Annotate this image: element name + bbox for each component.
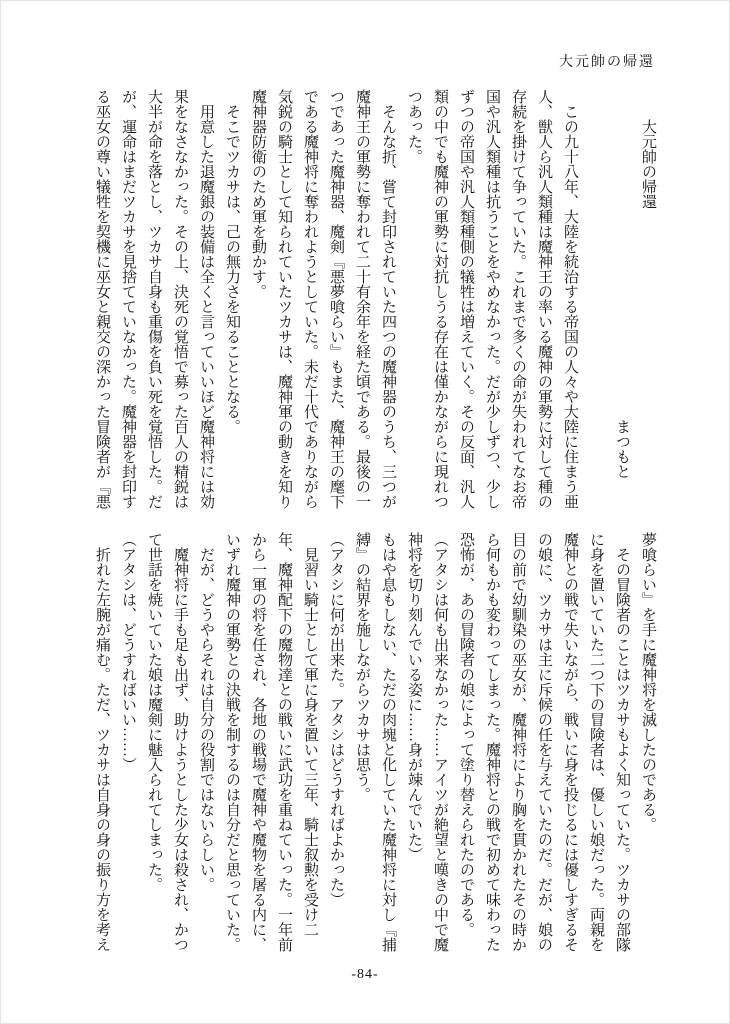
- story-paragraph: （アタシは、どうすればいい……）: [120, 532, 136, 772]
- story-paragraph: そんな折、嘗て封印されていた四つの魔神器のうち、三つが魔神王の軍勢に奪われて二十有余年を経た頃である。最後の一つであった魔神器、魔剣『悪夢喰らい』もまた、魔神王の麾下である魔神将に奪われようとしていた。未だ十代でありながら気鋭の騎士として知られていたツカサは、魔神軍の動きを知り魔神器防衛のため軍を動かす。: [250, 89, 396, 509]
- story-paragraph: もはや息もしない、ただの肉塊と化していた魔神将に対し『捕縛』の結界を施しながらツカサは思う。: [354, 532, 396, 952]
- story-paragraph: （アタシは何も出来なかった……アイツが絶望と嘆きの中で魔神将を切り刻んでいる姿に……身が竦んでいた）: [406, 532, 448, 952]
- story-author: まつもと: [614, 419, 630, 479]
- page-number: -84-: [351, 967, 379, 982]
- story-paragraph: （アタシに何が出来た。アタシはどうすればよかった）: [328, 532, 344, 907]
- story-paragraph: 見習い騎士として軍に身を置いて三年、騎士叙勲を受け二年、魔神配下の魔物達との戦いに武功を重ねていった。一年前から一軍の将を任され、各地の戦場で魔神や魔物を屠る内に、いずれ魔神の軍勢との決戦を制するのは自分だと思っていた。: [224, 532, 318, 952]
- story-paragraph: 折れた左腕が痛む。ただ、ツカサは自身の身の振り方を考え: [94, 532, 110, 952]
- story-bottom-block: [89, 532, 661, 956]
- story-top-block: [89, 89, 661, 513]
- story-paragraph: だが、どうやらそれは自分の役割ではないらしい。: [198, 532, 214, 892]
- story-title: 大元帥の帰還: [640, 119, 656, 209]
- story-paragraph: その冒険者のことはツカサもよく知っていた。ツカサの部隊に身を置いていた二つ下の冒険者は、優しい娘だった。両親を魔神との戦で失いながら、戦いに身を投じるには優しすぎるその娘に、ツカサは主に斥候の任を与えていたのだ。だが、娘の目の前で幼馴染の巫女が、魔神将により胸を貫かれたその時から何もかも変わってしまった。魔神将との戦で初めて味わった恐怖が、あの冒険者の娘によって塗り替えられたのである。: [458, 532, 630, 952]
- story-paragraph: 魔神将に手も足も出ず、助けようとした少女は殺され、かつて世話を焼いていた娘は魔剣に魅入られてしまった。: [146, 532, 188, 952]
- story-paragraph: この九十八年、大陸を統治する帝国の人々や大陸に住まう亜人、獣人ら汎人類種は魔神王の率いる魔神の軍勢に対して種の存続を掛けて争っていた。これまで多くの命が失われてなお帝国や汎人類種は抗うことをやめなかった。だが少しずつ、少しずつの帝国や汎人類種側の犠牲は増えていく。その反面、汎人類の中でも魔神の軍勢に対抗しうる存在は僅かながらに現れつつあった。: [406, 89, 578, 509]
- story-paragraph: 用意した退魔銀の装備は全くと言っていいほど魔神将には効果をなさなかった。その上、決死の覚悟で募った百人の精鋭は大半が命を落とし、ツカサ自身も重傷を負い死を覚悟した。だが、運命はまだツカサを見捨てていなかった。魔神器を封印する巫女の尊い犠牲を契機に巫女と親交の深かった冒険者が『悪: [94, 89, 214, 509]
- story-paragraph: 夢喰らい』を手に魔神将を滅したのである。: [640, 532, 656, 832]
- running-header: 大元帥の帰還: [559, 55, 655, 70]
- story-paragraph: そこでツカサは、己の無力さを知ることとなる。: [224, 89, 240, 434]
